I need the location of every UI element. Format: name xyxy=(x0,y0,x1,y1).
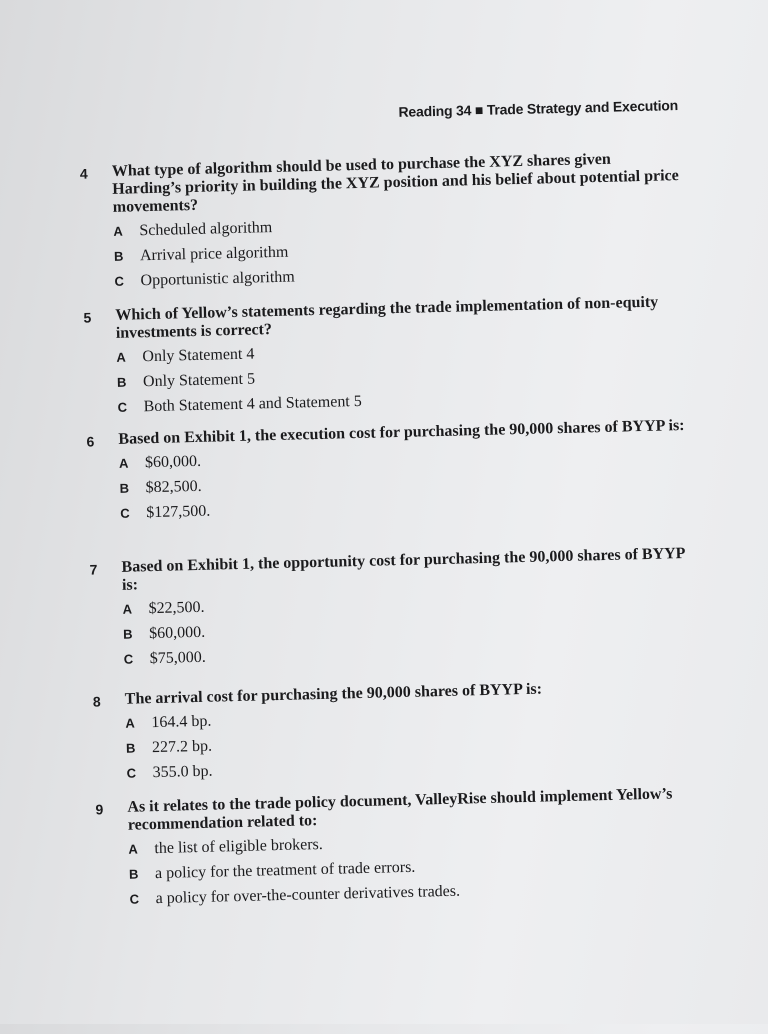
option-text: $22,500. xyxy=(148,598,205,618)
option-text: the list of eligible brokers. xyxy=(154,835,324,858)
option-text: $60,000. xyxy=(144,452,202,472)
question-7 xyxy=(89,545,692,677)
question-stem: As it relates to the trade policy document, ValleyRise should implement Yellow’s recommendation related to: xyxy=(127,785,673,834)
option-letter: B xyxy=(113,248,124,264)
answer-options xyxy=(125,701,695,790)
option-letter: C xyxy=(126,765,137,781)
option-letter: A xyxy=(118,455,129,471)
option-letter: B xyxy=(119,480,130,496)
answer-options xyxy=(113,209,683,298)
option-text: $82,500. xyxy=(145,477,202,497)
option-letter: C xyxy=(120,505,130,521)
option-text: Only Statement 5 xyxy=(142,370,256,391)
option-letter: B xyxy=(116,374,127,390)
question-5 xyxy=(83,293,686,425)
question-stem: What type of algorithm should be used to purchase the XYZ shares given Harding’s priority in building the XYZ position and his belief about potential price movements? xyxy=(111,150,679,216)
answer-options xyxy=(119,441,689,530)
option-letter: B xyxy=(125,740,136,756)
option-text: Only Statement 4 xyxy=(142,345,255,366)
question-stem: Which of Yellow’s statements regarding the trade implementation of non-equity investments is correct? xyxy=(115,293,659,342)
option-text: a policy for over-the-counter derivatives trades. xyxy=(155,882,461,908)
option-text: $127,500. xyxy=(146,502,211,522)
question-stem: Based on Exhibit 1, the opportunity cost for purchasing the 90,000 shares of BYYP is: xyxy=(121,545,685,594)
option-text: $75,000. xyxy=(149,648,206,668)
answer-options xyxy=(122,587,692,676)
option-letter: C xyxy=(123,651,134,667)
option-text: Scheduled algorithm xyxy=(139,219,273,240)
question-stem: The arrival cost for purchasing the 90,000 shares of BYYP is: xyxy=(124,680,543,708)
option-text: 355.0 bp. xyxy=(152,762,213,782)
question-number: 5 xyxy=(83,309,92,326)
option-text: a policy for the treatment of trade errors. xyxy=(154,858,416,883)
question-number: 4 xyxy=(79,165,88,182)
option-letter: A xyxy=(113,223,123,239)
option-text: Opportunistic algorithm xyxy=(140,268,295,290)
option-letter: C xyxy=(129,891,140,907)
answer-options xyxy=(128,827,698,916)
option-text: $60,000. xyxy=(148,623,206,643)
option-letter: B xyxy=(123,626,133,642)
question-4 xyxy=(80,149,683,299)
option-text: Arrival price algorithm xyxy=(139,243,289,265)
question-stem: Based on Exhibit 1, the execution cost for purchasing the 90,000 shares of BYYP is: xyxy=(118,417,685,448)
option-letter: A xyxy=(128,841,139,857)
question-9 xyxy=(95,785,698,917)
question-number: 8 xyxy=(92,693,101,710)
option-text: 227.2 bp. xyxy=(151,737,213,757)
option-letter: C xyxy=(114,273,125,289)
option-letter: A xyxy=(122,601,133,617)
option-letter: C xyxy=(117,399,128,415)
question-number: 9 xyxy=(95,801,104,818)
answer-options xyxy=(116,335,686,424)
option-text: Both Statement 4 and Statement 5 xyxy=(143,392,362,416)
option-letter: A xyxy=(116,349,127,365)
question-6 xyxy=(86,417,688,531)
running-head: Reading 34 ■ Trade Strategy and Execution xyxy=(398,97,679,120)
option-letter: B xyxy=(128,866,139,882)
question-8 xyxy=(93,677,695,791)
option-text: 164.4 bp. xyxy=(151,712,212,732)
option-letter: A xyxy=(125,715,135,731)
question-number: 6 xyxy=(86,433,95,450)
question-number: 7 xyxy=(89,561,98,578)
